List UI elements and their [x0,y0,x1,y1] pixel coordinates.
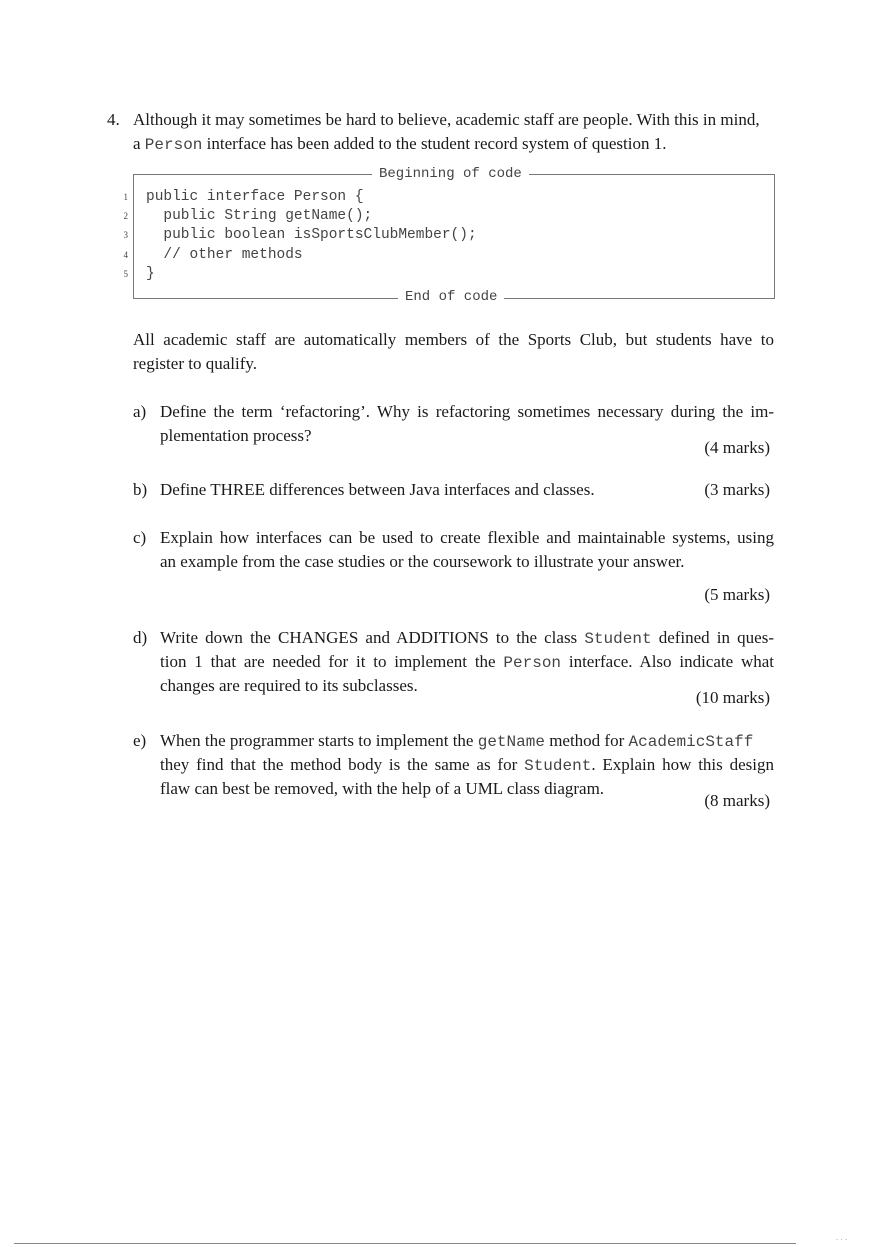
part-c-line-1: Explain how interfaces can be used to create flexible and maintainable systems, using [160,528,774,547]
footer-mark: · · · [836,1236,848,1244]
code-line: public interface Person { [146,189,364,205]
student-code: Student [524,757,592,775]
part-e-line-2 [160,753,774,778]
part-e-text: When the programmer starts to implement the [160,731,478,750]
part-b-marks: (3 marks) [704,480,770,499]
code-line-number: 5 [123,269,128,279]
intro-text: interface has been added to the student record system of question 1. [202,134,667,153]
part-a-label: a) [133,402,147,421]
part-a-line-2: plementation process? [160,426,312,445]
statement-line-2: register to qualify. [133,354,257,373]
code-begin-caption: Beginning of code [372,166,529,182]
code-line: } [146,266,155,282]
part-d-text: interface. Also indicate what [561,652,775,671]
footer-rule [14,1243,796,1244]
academicstaff-code: AcademicStaff [628,733,754,751]
person-code: Person [503,654,562,672]
person-code: Person [144,136,203,154]
code-line: public boolean isSportsClubMember(); [146,227,477,243]
part-a-line-1: Define the term ‘refactoring’. Why is refactoring sometimes necessary during the im- [160,402,774,421]
part-b-label: b) [133,480,148,499]
part-e-text: . Explain how this design [591,755,774,774]
part-d-line-3: changes are required to its subclasses. [160,676,418,695]
code-line-number: 4 [123,250,128,260]
part-d-text: Write down the CHANGES and ADDITIONS to the class [160,628,585,647]
student-code: Student [584,630,652,648]
question-number: 4. [107,110,120,129]
part-d-marks: (10 marks) [695,688,770,707]
getname-code: getName [477,733,545,751]
part-a-marks: (4 marks) [704,438,770,457]
part-d-label: d) [133,628,148,647]
part-c-label: c) [133,528,147,547]
part-e-line-3: flaw can best be removed, with the help of a UML class diagram. [160,779,605,798]
part-c-marks: (5 marks) [704,585,770,604]
question-intro-line-1: Although it may sometimes be hard to believe, academic staff are people. With this in mind, [133,110,760,129]
part-d-line-2 [160,650,774,675]
intro-text: a [133,134,145,153]
code-line: // other methods [146,247,303,263]
part-d-text: tion 1 that are needed for it to implement the [160,652,504,671]
part-d-line-1 [160,626,774,651]
statement-line-1: All academic staff are automatically members of the Sports Club, but students have to [133,330,774,349]
part-e-text: method for [544,731,629,750]
part-e-text: they find that the method body is the same as for [160,755,525,774]
part-c-line-2: an example from the case studies or the coursework to illustrate your answer. [160,552,685,571]
question-intro-line-2 [133,132,666,157]
code-line-number: 3 [123,230,128,240]
code-line-number: 1 [123,192,128,202]
code-line: public String getName(); [146,208,373,224]
part-e-marks: (8 marks) [704,791,770,810]
code-line-number: 2 [123,211,128,221]
code-end-caption: End of code [398,289,504,305]
part-e-line-1 [160,729,778,754]
part-e-label: e) [133,731,147,750]
part-d-text: defined in ques- [651,628,774,647]
part-b-line-1: Define THREE differences between Java interfaces and classes. [160,480,595,499]
